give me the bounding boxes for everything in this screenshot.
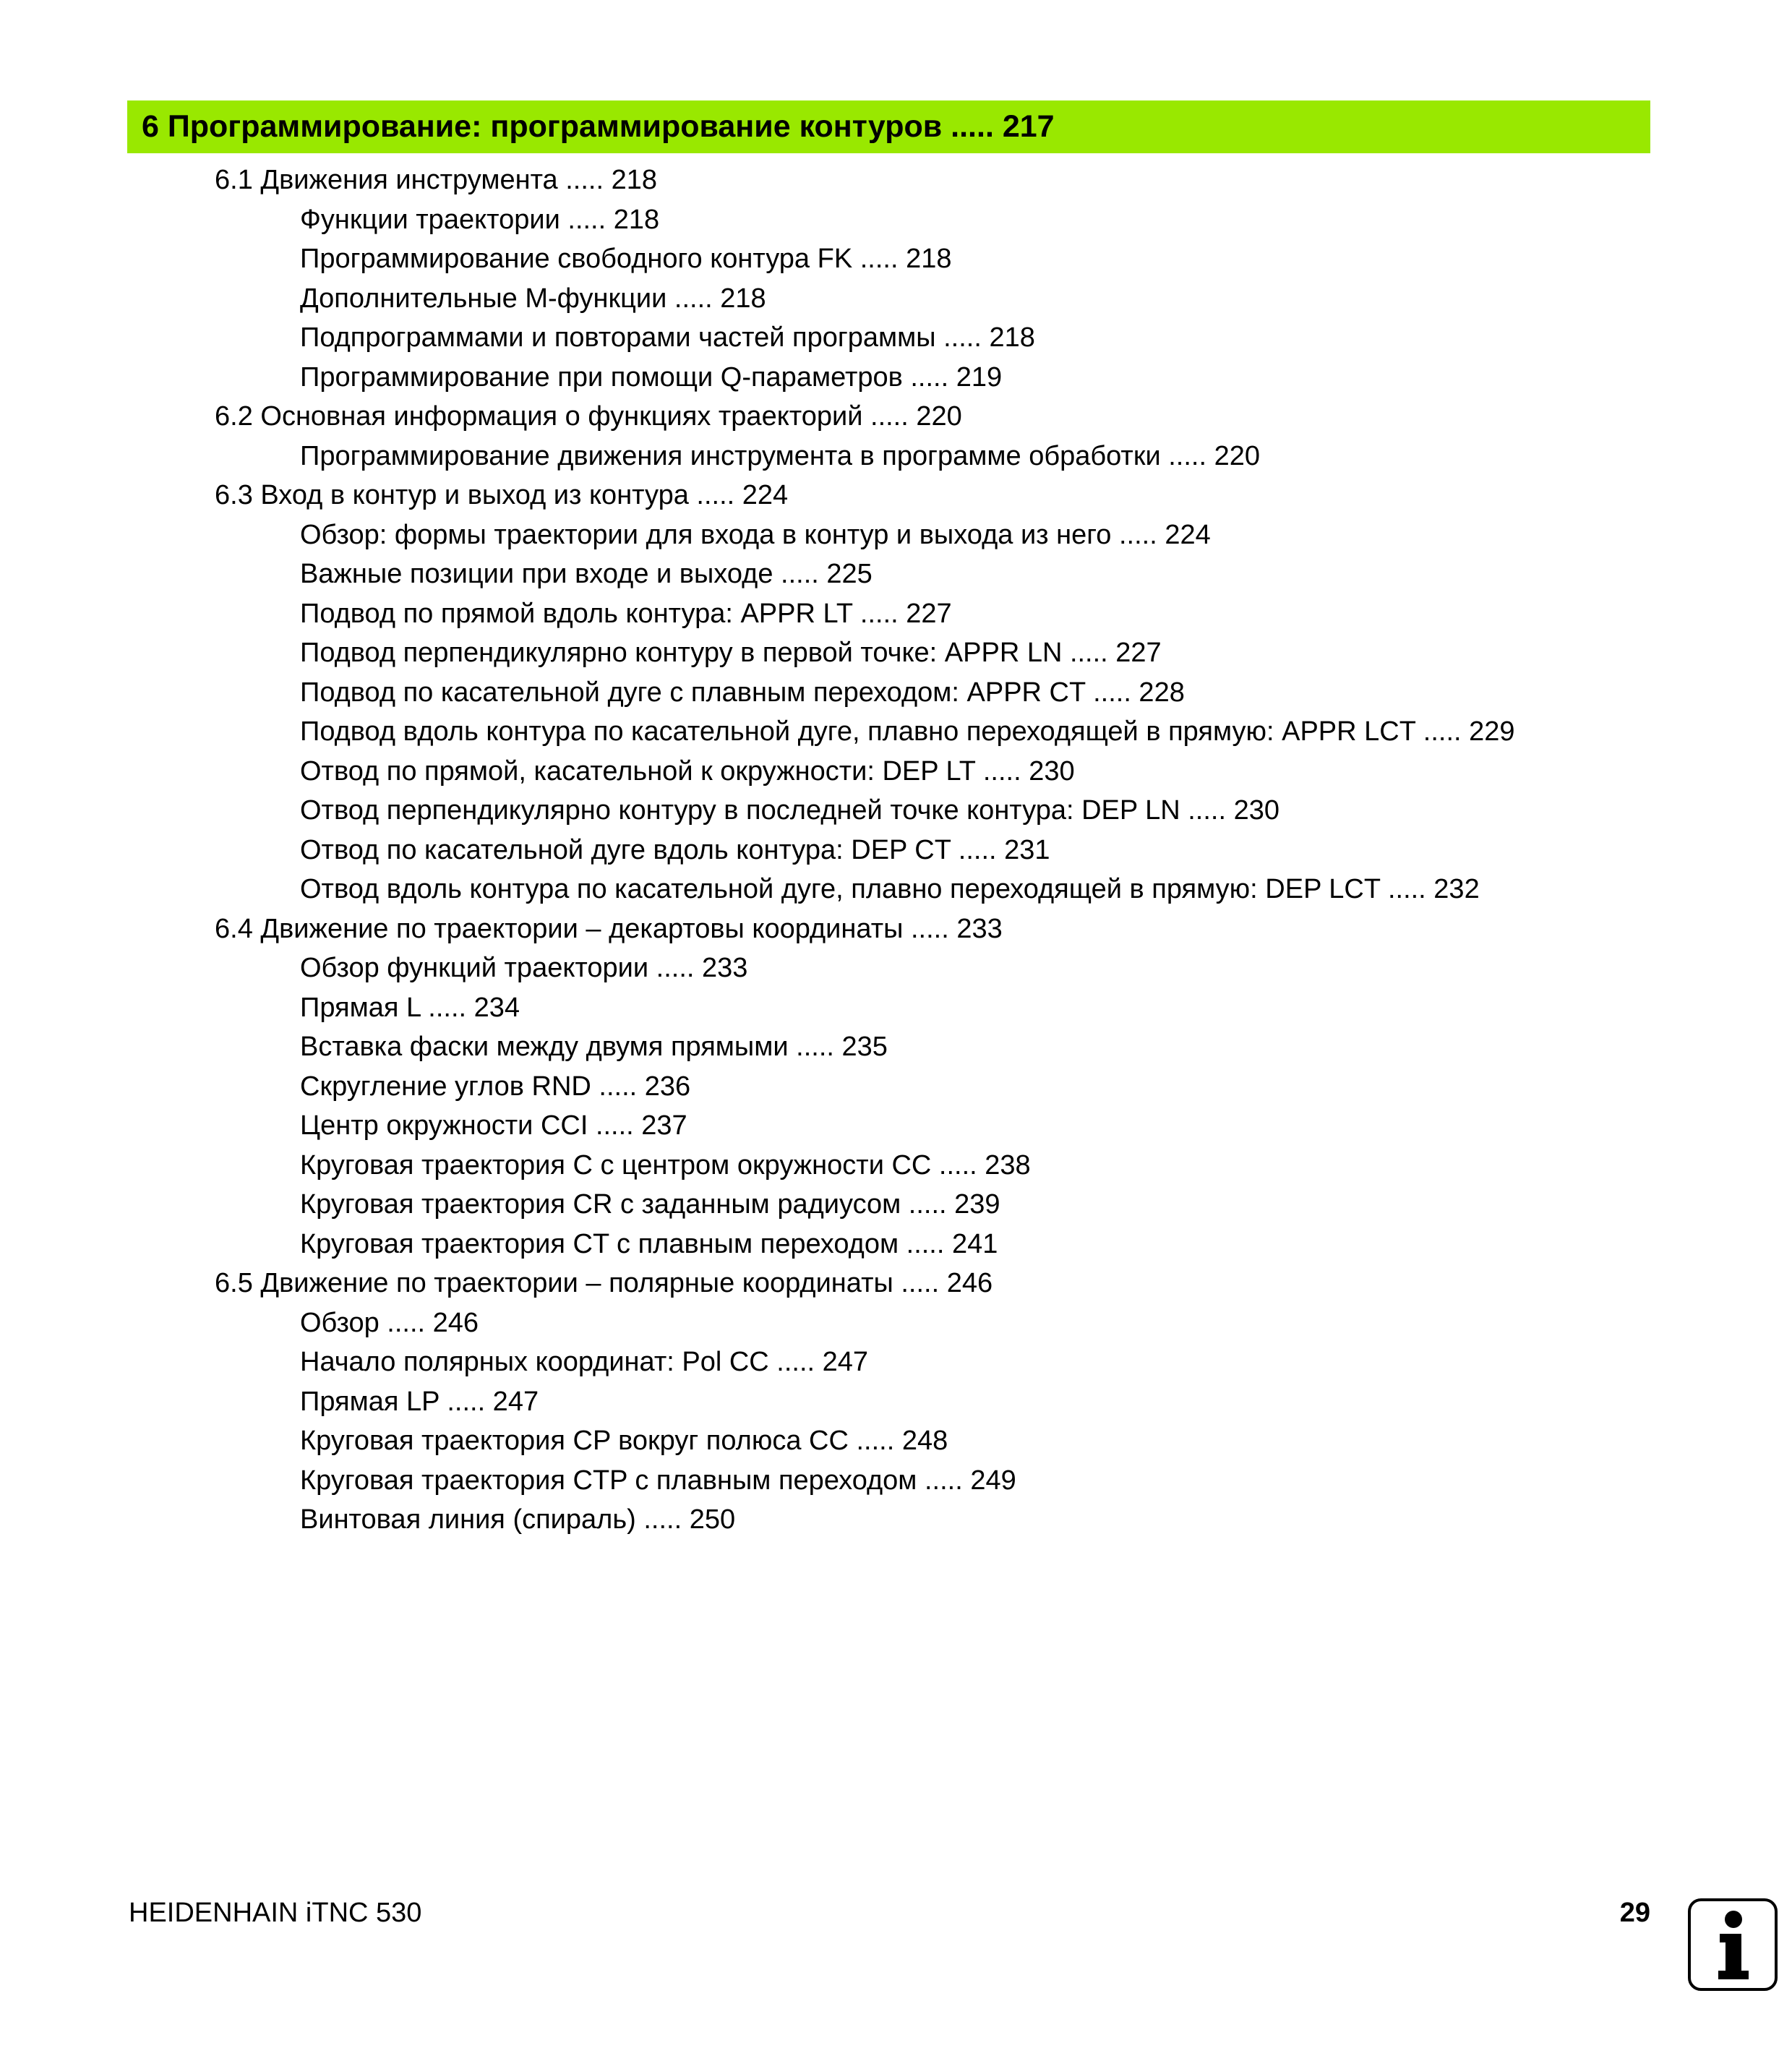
page-number: 29 [1619,1898,1650,1928]
table-of-contents [0,160,1792,1540]
toc-subsection-entry[interactable]: Начало полярных координат: Pol CC ..... 247 [300,1347,869,1377]
chapter-header [127,100,1650,153]
toc-subsection-entry[interactable]: Круговая траектория CR с заданным радиусом ..... 239 [300,1189,1000,1220]
toc-subsection-entry[interactable]: Прямая LP ..... 247 [300,1386,539,1417]
chapter-title[interactable]: 6 Программирование: программирование контуров ..... 217 [142,109,1055,144]
toc-subsection-entry[interactable]: Обзор функций траектории ..... 233 [300,953,748,983]
toc-section-entry[interactable]: 6.2 Основная информация о функциях траекторий ..... 220 [215,401,962,432]
toc-subsection-entry[interactable]: Центр окружности CCI ..... 237 [300,1110,687,1141]
toc-subsection-entry[interactable]: Круговая траектория CP вокруг полюса CC ..... 248 [300,1426,948,1456]
footer-product-name: HEIDENHAIN iTNC 530 [129,1898,422,1928]
toc-subsection-entry[interactable]: Подпрограммами и повторами частей программы ..... 218 [300,322,1035,353]
toc-subsection-entry[interactable]: Круговая траектория C с центром окружности CC ..... 238 [300,1149,1031,1181]
toc-section-entry[interactable]: 6.3 Вход в контур и выход из контура ..... 224 [215,480,789,510]
toc-section-entry[interactable]: 6.4 Движение по траектории – декартовы координаты ..... 233 [215,913,1003,944]
toc-subsection-entry[interactable]: Подвод перпендикулярно контуру в первой точке: APPR LN ..... 227 [300,638,1162,668]
toc-subsection-entry[interactable]: Программирование движения инструмента в программе обработки ..... 220 [300,440,1260,471]
toc-subsection-entry[interactable]: Программирование при помощи Q-параметров ..... 219 [300,361,1003,393]
toc-subsection-entry[interactable]: Подвод по касательной дуге с плавным переходом: APPR CT ..... 228 [300,677,1185,708]
toc-subsection-entry[interactable]: Программирование свободного контура FK ..... 218 [300,244,952,274]
toc-subsection-entry[interactable]: Подвод вдоль контура по касательной дуге, плавно переходящей в прямую: APPR LCT ..... 229 [300,716,1515,747]
toc-subsection-entry[interactable]: Подвод по прямой вдоль контура: APPR LT ..... 227 [300,598,952,629]
toc-subsection-entry[interactable]: Круговая траектория CTP с плавным переходом ..... 249 [300,1465,1016,1496]
toc-subsection-entry[interactable]: Круговая траектория CT с плавным переходом ..... 241 [300,1228,998,1259]
toc-subsection-entry[interactable]: Обзор ..... 246 [300,1307,479,1338]
toc-subsection-entry[interactable]: Отвод вдоль контура по касательной дуге, плавно переходящей в прямую: DEP LCT ..... 232 [300,874,1480,904]
toc-subsection-entry[interactable]: Отвод по касательной дуге вдоль контура: DEP CT ..... 231 [300,834,1050,865]
toc-subsection-entry[interactable]: Вставка фаски между двумя прямыми ..... 235 [300,1032,888,1062]
toc-subsection-entry[interactable]: Важные позиции при входе и выходе ..... 225 [300,559,873,589]
toc-subsection-entry[interactable]: Винтовая линия (спираль) ..... 250 [300,1504,736,1535]
toc-subsection-entry[interactable]: Прямая L ..... 234 [300,992,520,1023]
toc-subsection-entry[interactable]: Скругление углов RND ..... 236 [300,1071,691,1102]
toc-section-entry[interactable]: 6.1 Движения инструмента ..... 218 [215,165,657,195]
toc-subsection-entry[interactable]: Отвод перпендикулярно контуру в последней точке контура: DEP LN ..... 230 [300,795,1279,826]
toc-subsection-entry[interactable]: Обзор: формы траектории для входа в контур и выхода из него ..... 224 [300,519,1211,550]
info-icon[interactable] [1688,1898,1778,1991]
info-glyph [1691,1901,1775,1988]
toc-subsection-entry[interactable]: Дополнительные M-функции ..... 218 [300,283,766,314]
toc-subsection-entry[interactable]: Отвод по прямой, касательной к окружности: DEP LT ..... 230 [300,755,1075,787]
toc-section-entry[interactable]: 6.5 Движение по траектории – полярные координаты ..... 246 [215,1268,993,1298]
toc-subsection-entry[interactable]: Функции траектории ..... 218 [300,204,660,235]
